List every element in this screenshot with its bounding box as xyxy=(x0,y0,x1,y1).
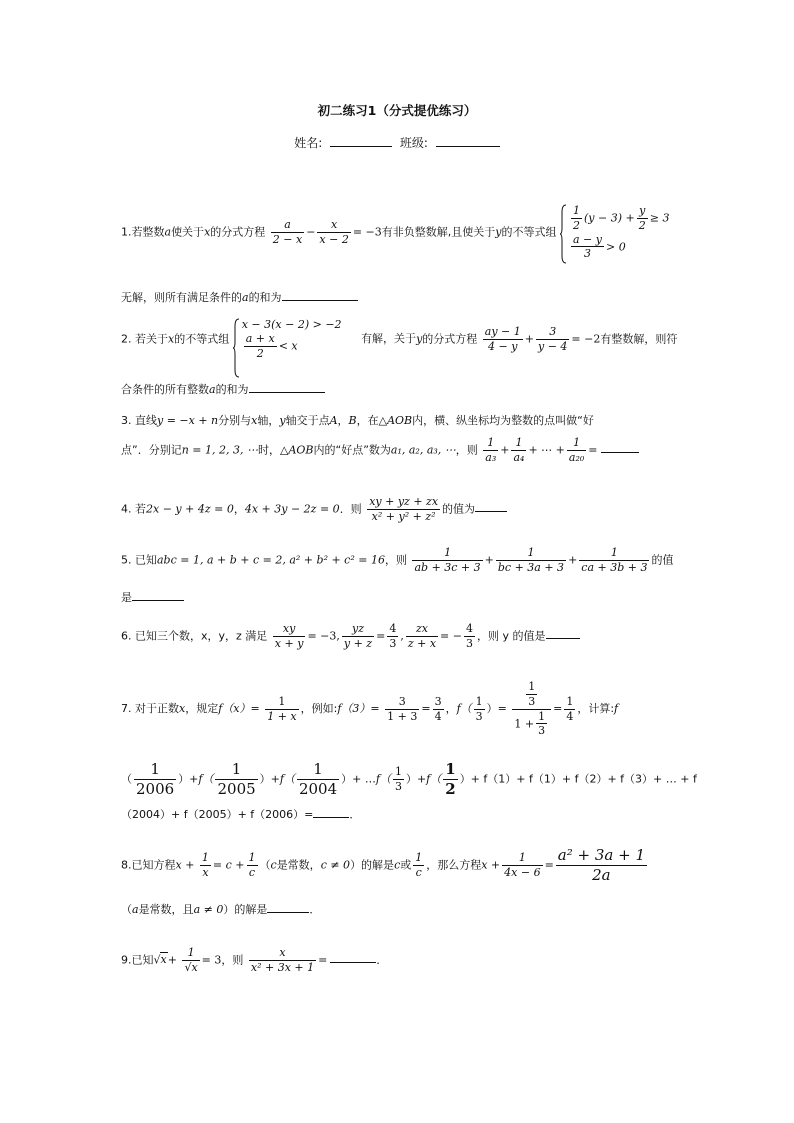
question-8-line-2: （a是常数，且a ≠ 0）的解是 ． xyxy=(121,900,320,917)
question-9-line-1: 9.已知√x+ $\frac{1}{√x}$ = 3，则 $\frac{x}{\text{x² + 3x + 1}}$ = ． xyxy=(121,946,388,974)
name-blank[interactable] xyxy=(330,134,392,147)
question-7-line-2: （ $\frac{1}{2006}$ ）+f（ $\frac{1}{2005}$ ）+f（ $\frac{1}{2004}$ ）+ …f（ $\frac{1}{3}$ ）+f（ $\frac{1}{2}$ ）+ f（1）+ f（1）+ f（2）+ f（3）+ … + f xyxy=(121,760,697,798)
q2-fraction-2: $\frac{3}{y - 4}$ xyxy=(537,325,568,353)
q3-answer-blank[interactable] xyxy=(601,440,639,453)
q1-answer-blank[interactable] xyxy=(282,288,358,301)
q8-answer-blank[interactable] xyxy=(267,900,309,913)
question-4-line-1: 4. 若2x − y + 4z = 0，4x + 3y − 2z = 0．则 $\frac{xy + yz + zx}{\text{x² + y² + z²}}$ 的值为 xyxy=(121,495,507,524)
q1-fraction-1: $\frac{a}{2 - x}$ xyxy=(272,218,303,246)
question-1-line-2: 无解，则所有满足条件的a的和为 xyxy=(121,288,358,305)
q4-answer-blank[interactable] xyxy=(475,499,507,512)
q4-fraction: $\frac{xy + yz + zx}{\text{x² + y² + z²}}$ xyxy=(369,495,439,523)
q2-answer-blank[interactable] xyxy=(249,380,325,393)
page-title: 初二练习1（分式提优练习） xyxy=(317,103,477,118)
question-2-line-2: 合条件的所有整数a的和为 xyxy=(121,380,325,397)
left-brace-icon xyxy=(560,204,567,264)
q7-complex-fraction: $\frac{1}{3}$ 1 + $\frac{1}{3}$ xyxy=(512,680,551,738)
name-class-line xyxy=(0,134,794,151)
question-3-line-1: 3. 直线y = −x + n分别与x轴，y轴交于点A，B，在△AOB内，横、纵坐标均为整数的点叫做“好 xyxy=(121,414,594,427)
q1-inequality-system: $\frac{1}{2}$ (y − 3) + $\frac{y}{2}$ ≥ 3 $\frac{a - y}{3}$ > 0 xyxy=(560,204,669,261)
q2-fraction-1: $\frac{ay - 1}{4 - y}$ xyxy=(484,325,521,353)
question-3-line-2: 点”．分别记n = 1, 2, 3, ⋯时，△AOB内的“好点”数为a₁, a₂, a₃, ⋯，则 $\frac{1}{\text{a₃}}$ + $\frac{1}{\text{a₄}}$ + ⋯ + $\frac{1}{\text{a₂₀}}$ = xyxy=(121,436,639,465)
question-5-line-2: 是 xyxy=(121,588,184,605)
q6-answer-blank[interactable] xyxy=(546,626,580,639)
class-label: 班级: xyxy=(399,136,428,150)
question-5-line-1: 5. 已知abc = 1, a + b + c = 2, a² + b² + c² = 16，则 $\frac{1}{ab + 3c + 3}$ + $\frac{1}{bc + 3a + 3}$ + $\frac{1}{ca + 3b + 3}$ 的值 xyxy=(121,546,674,574)
q2-inequality-system: x − 3(x − 2) > −2 $\frac{a + x}{2}$ < x xyxy=(233,318,342,361)
question-7-line-3: （2004）+ f（2005）+ f（2006）= ． xyxy=(121,805,360,822)
q5-answer-blank[interactable] xyxy=(132,588,184,601)
class-blank[interactable] xyxy=(436,134,500,147)
question-2-line-1: 2. 若关于x的不等式组 x − 3(x − 2) > −2 $\frac{a + x}{2}$ < x 有解，关于y的分式方程 $\frac{ay - 1}{4 - y}$ + $\frac{3}{y - 4}$ = −2有整数解，则符 xyxy=(121,318,677,361)
left-brace-icon xyxy=(233,318,240,378)
name-label: 姓名: xyxy=(294,136,323,150)
question-6-line-1: 6. 已知三个数，x，y，z 满足 $\frac{xy}{x + y}$ = −3, $\frac{yz}{y + z}$ = $\frac{4}{3}$ , $\frac{zx}{z + x}$ = − $\frac{4}{3}$ ，则 y 的值是 xyxy=(121,622,580,651)
q7-answer-blank[interactable] xyxy=(313,805,349,818)
question-1-line-1: 1.若整数a使关于x的分式方程 $\frac{a}{2 - x}$ − $\frac{x}{x - 2}$ = −3有非负整数解,且使关于y的不等式组 $\frac{1}{2}$ (y − 3) + $\frac{y}{2}$ ≥ 3 $\frac{a - y}{3}$ > 0 xyxy=(121,204,669,261)
question-8-line-1: 8.已知方程x + $\frac{1}{x}$ = c + $\frac{1}{c}$ （c是常数，c ≠ 0）的解是c或 $\frac{1}{c}$ ，那么方程x + $\frac{1}{4x - 6}$ = $\frac{\text{a² + 3a + 1}}{2a}$ xyxy=(121,846,645,884)
question-7-line-1: 7. 对于正数x，规定f（x）= $\frac{1}{1 + x}$ ，例如:f（3）= $\frac{3}{1 + 3}$ = $\frac{3}{4}$ ，f（ $\frac{1}{3}$ ）= $\frac{1}{3}$ 1 + $\frac{1}{3}$ = $\frac{1}{4}$ ，计算:f xyxy=(121,680,619,738)
q1-fraction-2: $\frac{x}{x - 2}$ xyxy=(319,218,349,246)
q9-answer-blank[interactable] xyxy=(330,950,376,963)
